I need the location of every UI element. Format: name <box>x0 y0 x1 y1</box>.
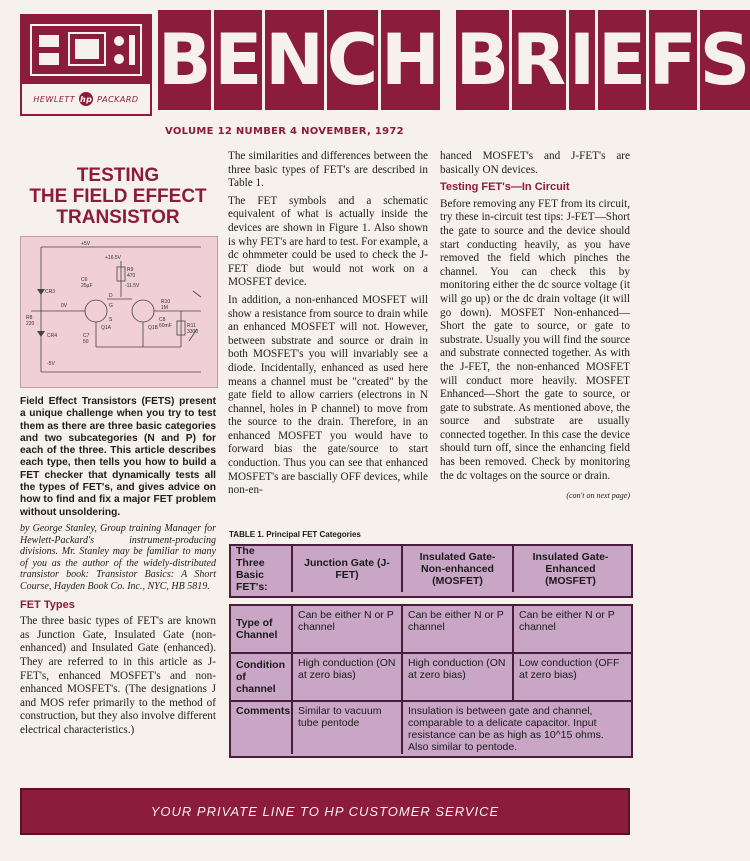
schematic-label: -5V <box>47 361 55 367</box>
title-line: THE FIELD EFFECT <box>29 186 207 207</box>
paragraph: hanced MOSFET's and J-FET's are basically ON devices. <box>440 150 630 176</box>
mh-letter: E <box>598 10 646 110</box>
table-header <box>229 544 633 598</box>
mh-letter: R <box>512 10 566 110</box>
table-row <box>231 606 631 654</box>
table-header-cell: Junction Gate (J-FET) <box>293 546 403 592</box>
title-line: TESTING <box>76 165 160 186</box>
logo-wordmark <box>22 84 150 114</box>
schematic-label: R11 <box>187 323 196 329</box>
schematic-label: 1M <box>161 305 168 311</box>
table-cell: Low conduction (OFF at zero bias) <box>519 657 620 681</box>
issue-info: VOLUME 12 NUMBER 4 NOVEMBER, 1972 <box>165 126 404 137</box>
paragraph: Before removing any FET from its circuit, try these in-circuit test tips: J-FET—Short the gate to source and the device should start conducting heavily, as you have removed the field which pinches the channel. You can check this by monitoring either the dc source voltage (it will go up) or the dc drain voltage (it will go down). MOSFET Non-enhanced—Short the gate to source, or gate to substrate. Usually you will find the source and substrate connected together. As with the J-FET, the non-enhanced MOSFET will conduct more heavily. MOSFET Enhanced—Short the gate to source, or gate to substrate. As mentioned above, the source and substrate are usually connected together. In this case the device should turn off, since the enhancing field has been removed. Check by monitoring the dc voltages on the source or drain. <box>440 197 630 482</box>
row-label: Type of Channel <box>231 606 293 652</box>
schematic-label: Q1B <box>148 325 159 331</box>
schematic-label: C6 <box>81 277 88 283</box>
brand-packard: PACKARD <box>97 94 139 104</box>
paragraph: The FET symbols and a schematic equivalent of what is actually inside the devices are shown in Figure 1. Also shown is why FET's are hard to test. For example, a dc ohmmeter could be used to check the J-FET diode but would not work on a MOSFET device. <box>228 194 428 289</box>
schematic-label: S <box>109 317 113 323</box>
schematic-label: 220 <box>26 321 35 327</box>
schematic-label: 50 <box>83 339 89 345</box>
table-header-cell: Insulated Gate-Non-enhanced (MOSFET) <box>403 546 514 592</box>
schematic-label: C8 <box>159 317 166 323</box>
mh-letter: N <box>265 10 324 110</box>
schematic-label: 60mF <box>159 323 172 329</box>
table-header-cell: Insulated Gate-Enhanced (MOSFET) <box>532 551 609 587</box>
mh-letter: S <box>700 10 750 110</box>
article-title <box>20 165 216 228</box>
table-cell-merged: Insulation is between gate and channel, comparable to a delicate capacitor. Input resistance can be as high as 10^15 ohms. Also similar to pentode. <box>408 705 604 753</box>
table-caption: TABLE 1. Principal FET Categories <box>229 530 361 539</box>
footer-banner: YOUR PRIVATE LINE TO HP CUSTOMER SERVICE <box>20 788 630 835</box>
heading-fet-types: FET Types <box>20 598 75 611</box>
schematic-label: 0V <box>61 303 68 309</box>
column-1 <box>20 155 216 741</box>
table-row <box>231 654 631 702</box>
brand-hewlett: HEWLETT <box>33 94 76 104</box>
fet-schematic-figure <box>20 236 218 388</box>
paragraph: The three basic types of FET's are known as Junction Gate, Insulated Gate (non-enhanced) and Insulated Gate (enhanced). They are referred to in this article as J-FET's, enhanced MOSFET's and non-enhanced MOSFET's. (The designations J and MOS refer primarily to the method of construction, but they also involve different electrical characteristics.) <box>20 615 216 736</box>
mh-space <box>443 10 453 110</box>
table-cell: Can be either N or P channel <box>293 606 403 652</box>
schematic-label: Q1A <box>101 325 112 331</box>
mh-letter: B <box>456 10 509 110</box>
row-label: Comments: <box>231 702 293 754</box>
table-row <box>231 702 631 754</box>
schematic-label: +5V <box>81 241 91 247</box>
schematic-label: 470 <box>127 273 136 279</box>
table-cell: High conduction (ON at zero bias) <box>293 654 403 700</box>
heading-in-circuit: Testing FET's—In Circuit <box>440 181 570 194</box>
schematic-label: 25µF <box>81 283 93 289</box>
row-label: Condition of channel <box>231 654 293 700</box>
mh-letter: F <box>649 10 697 110</box>
article-lead: Field Effect Transistors (FETS) present a unique challenge when you try to test them as there are three basic categories and two subcategories (N and P) for each of the three. This article describes each type, then tells you how to build a FET checker that dynamically tests all the types of FET's, and gives advice on how to find and fix a major FET problem without unsoldering. <box>20 396 216 518</box>
table-cell: Similar to vacuum tube pentode <box>293 702 403 754</box>
schematic-label: C7 <box>83 333 90 339</box>
table-header-row <box>231 546 631 592</box>
schematic-label: +16.5V <box>105 255 121 261</box>
title-line: TRANSISTOR <box>56 207 180 228</box>
column-2 <box>228 150 428 502</box>
paragraph: In addition, a non-enhanced MOSFET will show a resistance from source to drain while an enhanced MOSFET will not. However, between substrate and source or drain in both MOSFET's you will invariably see a diode. Incidentally, enhanced as used here means a channel must be "created" by the gate field to allow carriers (electrons in N channel, holes in P channel) to move from the source to the drain. Therefore, in an enhanced MOSFET you would have to forward bias the gate/source to start conduction. Thus you can see that enhanced MOSFET's are bascially OFF devices, while non-en- <box>228 293 428 497</box>
continued-note: (con't on next page) <box>566 491 630 501</box>
mh-letter: H <box>381 10 440 110</box>
hp-badge-icon: hp <box>79 92 93 106</box>
schematic-label: G <box>109 303 113 309</box>
logo-instrument-graphic <box>27 21 145 79</box>
schematic-label: R8 <box>26 315 33 321</box>
mh-letter: E <box>214 10 262 110</box>
paragraph: The similarities and differences between the three basic types of FET's are described in Table 1. <box>228 150 428 190</box>
hp-logo <box>20 14 152 116</box>
bench-briefs-title <box>158 10 750 110</box>
schematic-label: R10 <box>161 299 171 305</box>
schematic-label: CR3 <box>45 289 56 295</box>
table-header-cell: The Three Basic FET's: <box>231 546 293 592</box>
schematic-label: CR4 <box>47 333 58 339</box>
mh-letter: C <box>327 10 378 110</box>
table-cell: Can be either N or P channel <box>519 609 615 633</box>
schematic-label: 3300 <box>187 329 199 335</box>
mh-letter: B <box>158 10 211 110</box>
mh-letter: I <box>569 10 595 110</box>
schematic-label: R9 <box>127 267 134 273</box>
byline: by George Stanley, Group training Manager for Hewlett-Packard's instrument-producing divisions. Mr. Stanley may be familiar to many of you as the author of the widely-distributed transistor book: Transistor Basics: A Short Course, Hayden Book Co. Inc., NYC, HB 5819. <box>20 522 216 592</box>
column-3 <box>440 150 630 503</box>
schematic-label: D <box>109 293 113 299</box>
table-cell: Can be either N or P channel <box>403 606 514 652</box>
table-cell: High conduction (ON at zero bias) <box>403 654 514 700</box>
schematic-label: -11.5V <box>125 283 140 289</box>
table-body <box>229 604 633 758</box>
